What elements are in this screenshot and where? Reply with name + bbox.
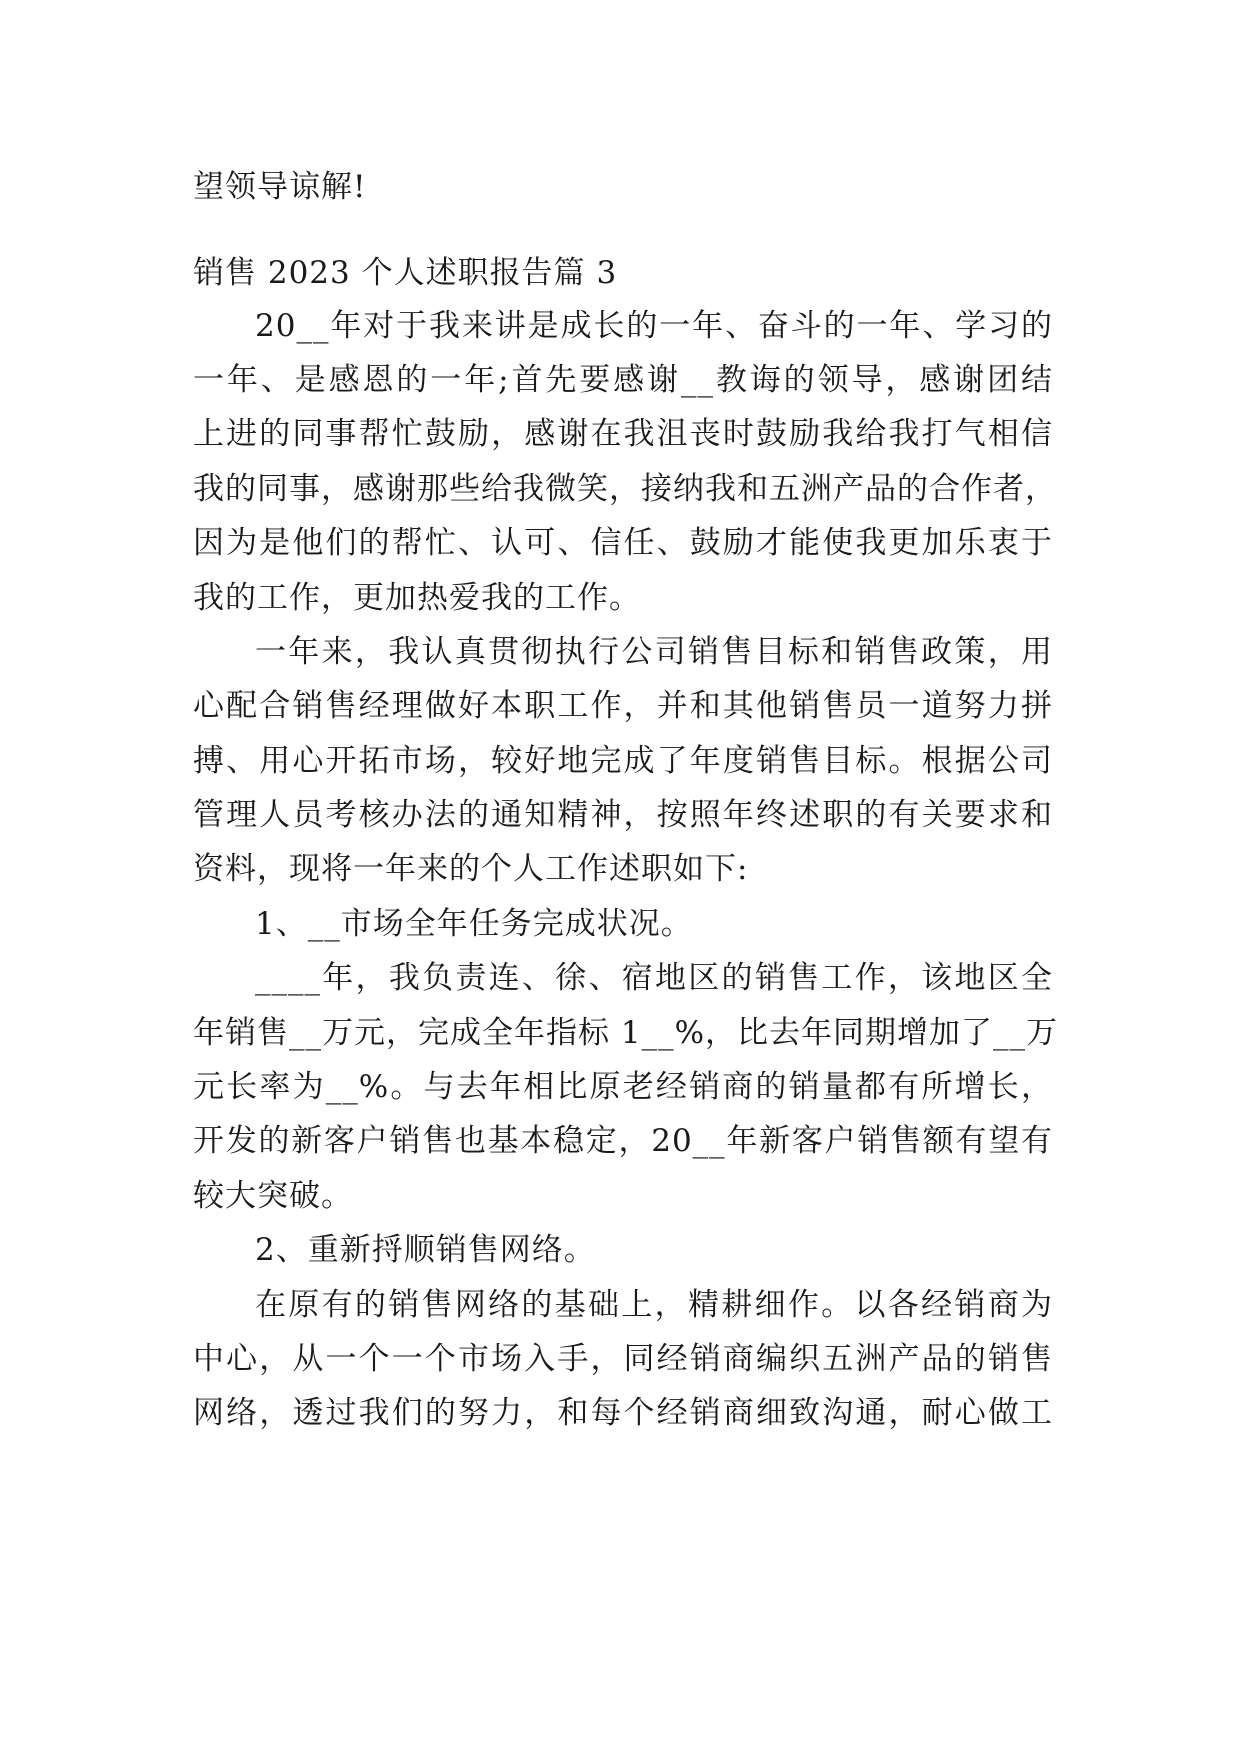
text-line: 较大突破。 — [193, 1178, 353, 1214]
text-line: 望领导谅解! — [193, 169, 367, 205]
text-line: 开发的新客户销售也基本稳定，20__年新客户销售额有望有 — [193, 1123, 1053, 1159]
text-line: 中心，从一个一个市场入手，同经销商编织五洲产品的销售 — [193, 1341, 1053, 1377]
text-line: 年销售__万元，完成全年指标 1__%，比去年同期增加了__万 — [193, 1015, 1059, 1051]
text-line: 一年来，我认真贯彻执行公司销售目标和销售政策，用 — [255, 634, 1053, 670]
text-line: ____年，我负责连、徐、宿地区的销售工作，该地区全 — [255, 960, 1053, 996]
list-item-heading: 2、重新捋顺销售网络。 — [255, 1232, 596, 1268]
text-line: 元长率为__%。与去年相比原老经销商的销量都有所增长， — [193, 1069, 1053, 1105]
text-line: 因为是他们的帮忙、认可、信任、鼓励才能使我更加乐衷于 — [193, 525, 1053, 561]
text-line: 管理人员考核办法的通知精神，按照年终述职的有关要求和 — [193, 797, 1053, 833]
text-line: 资料，现将一年来的个人工作述职如下: — [193, 851, 749, 887]
text-line: 上进的同事帮忙鼓励，感谢在我沮丧时鼓励我给我打气相信 — [193, 416, 1053, 452]
text-line: 在原有的销售网络的基础上，精耕细作。以各经销商为 — [255, 1287, 1053, 1323]
list-item-heading: 1、__市场全年任务完成状况。 — [255, 906, 693, 942]
text-line: 我的同事，感谢那些给我微笑，接纳我和五洲产品的合作者， — [193, 471, 1057, 507]
text-line: 一年、是感恩的一年;首先要感谢__教诲的领导，感谢团结 — [193, 362, 1053, 398]
text-line: 网络，透过我们的努力，和每个经销商细致沟通，耐心做工 — [193, 1395, 1053, 1431]
text-line: 搏、用心开拓市场，较好地完成了年度销售目标。根据公司 — [193, 743, 1053, 779]
text-line: 心配合销售经理做好本职工作，并和其他销售员一道努力拼 — [193, 688, 1053, 724]
section-heading: 销售 2023 个人述职报告篇 3 — [193, 255, 618, 291]
text-line: 我的工作，更加热爱我的工作。 — [193, 580, 641, 616]
text-line: 20__年对于我来讲是成长的一年、奋斗的一年、学习的 — [255, 308, 1053, 344]
